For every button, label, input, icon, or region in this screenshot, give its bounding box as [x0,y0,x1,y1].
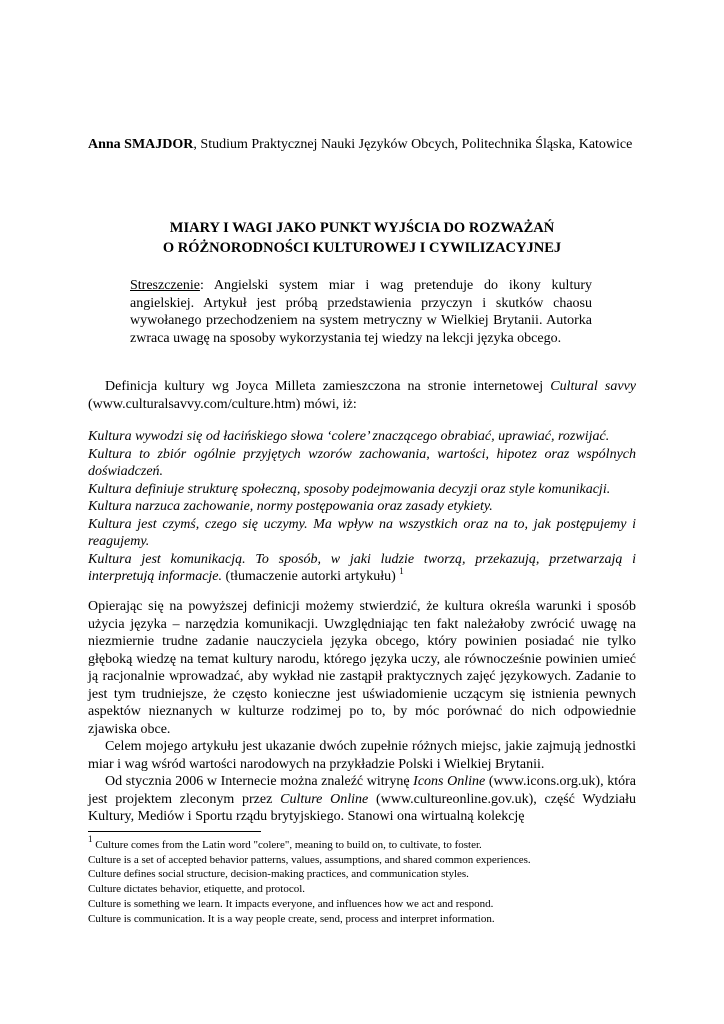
quote-line-text: Kultura jest czymś, czego się uczymy. Ma wpływ na wszystkich oraz na to, jak postępujemy i reagujemy. [88,516,636,549]
article-title [88,218,636,258]
footnote-line: Culture defines social structure, decision-making practices, and communication styles. [88,868,469,881]
icons-online-name: Icons Online [413,774,486,789]
footnote-reference[interactable]: 1 [399,566,404,576]
definition-quote [88,428,636,586]
quote-line [88,446,636,481]
title-line-1: MIARY I WAGI JAKO PUNKT WYJŚCIA DO ROZWAŻAŃ [169,220,555,236]
title-line-2: O RÓŻNORODNOŚCI KULTUROWEJ I CYWILIZACYJNEJ [162,240,562,256]
footnote-line: Culture is something we learn. It impacts everyone, and influences how we act and respond. [88,897,494,910]
culture-online-name: Culture Online [280,791,369,807]
footnote-separator [88,831,261,832]
footnote-line: Culture is communication. It is a way people create, send, process and interpret information. [88,912,495,925]
footnote-line: Culture is a set of accepted behavior patterns, values, assumptions, and shared common experiences. [88,853,531,866]
quote-line [88,498,636,516]
paragraph-1: Opierając się na powyższej definicji możemy stwierdzić, że kultura określa warunki i sposób użycia języka – narzędzia komunikacji. Uwzględniając ten fakt należałoby zwrócić uwagę na niezmiernie trudne zadanie nauczyciela języka obcego, który powinien posiadać nie tylko głęboką wiedzę na temat kultury narodu, którego języka uczy, ale równocześnie powinien umieć ją racjonalnie wprowadzać, aby wykład nie zastąpił praktycznych zajęć językowych. Zadanie to jest tym trudniejsze, że często konieczne jest uświadomienie uczącym się istnienia pewnych aspektów nieznanych w kulturze rodzimej po to, by móc porównać do nich odpowiednie zjawiska obce. [88,599,636,737]
intro-before: Definicja kultury wg Joyca Milleta zamieszczona na stronie internetowej [105,379,551,394]
footnote-text: Culture comes from the Latin word "colere", meaning to build on, to cultivate, to foster. [92,839,482,851]
quote-line-text: Kultura definiuje strukturę społeczną, sposoby podejmowania decyzji oraz style komunikacji. [88,481,611,497]
intro-paragraph [88,378,636,413]
paragraph-3-part: (www.icons.org.uk), która jest projektem zleconym przez [88,774,636,807]
quote-line-text: Kultura narzuca zachowanie, normy postępowania oraz zasady etykiety. [88,499,493,514]
intro-after: (www.culturalsavvy.com/culture.htm) mówi, iż: [88,396,357,412]
quote-line [88,481,636,499]
paragraph-3-part: Od stycznia 2006 w Internecie można znaleźć witrynę [105,774,414,789]
author-affiliation: , Studium Praktycznej Nauki Języków Obcych, Politechnika Śląska, Katowice [193,137,633,152]
abstract-label: Streszczenie [130,278,200,293]
main-text [88,598,636,826]
abstract-text: : Angielski system miar i wag pretenduje do ikony kultury angielskiej. Artykuł jest próbą przedstawienia przyczyn i skutków chaosu wywołanego przechodzeniem na system metryczny w Wielkiej Brytanii. Autorka zwraca uwagę na sposoby wykorzystania tej wiedzy na lekcji języka obcego. [130,278,592,346]
quote-line-text: Kultura to zbiór ogólnie przyjętych wzorów zachowania, wartości, hipotez oraz wspólnych doświadczeń. [88,446,636,479]
translation-note: (tłumaczenie autorki artykułu) [222,569,400,584]
author-line [88,136,636,154]
quote-line-text: Kultura jest komunikacją. To sposób, w jaki ludzie tworzą, przekazują, przetwarzają i interpretują informacje. [88,551,636,584]
quote-line [88,428,636,446]
quote-line-text: Kultura wywodzi się od łacińskiego słowa ‘colere’ znaczącego obrabiać, uprawiać, rozwijać. [88,429,610,444]
quote-line [88,551,636,586]
footnote-1 [88,834,648,853]
quote-line [88,516,636,551]
author-name: Anna SMAJDOR [88,137,194,152]
paragraph-2: Celem mojego artykułu jest ukazanie dwóch zupełnie różnych miejsc, jakie zajmują jednostki miar i wag wśród wartości narodowych na przykładzie Polski i Wielkiej Brytanii. [88,739,636,772]
paragraph-3-part: (www.cultureonline.gov.uk), część Wydziału Kultury, Mediów i Sportu rządu brytyjskiego. Stanowi ona wirtualną kolekcję [88,791,636,824]
footnote-mark: 1 [88,834,93,844]
footnotes [88,834,648,926]
abstract [130,277,592,347]
paragraph-3 [88,773,636,826]
footnote-line: Culture dictates behavior, etiquette, and protocol. [88,883,306,896]
intro-site-name: Cultural savvy [550,379,636,394]
